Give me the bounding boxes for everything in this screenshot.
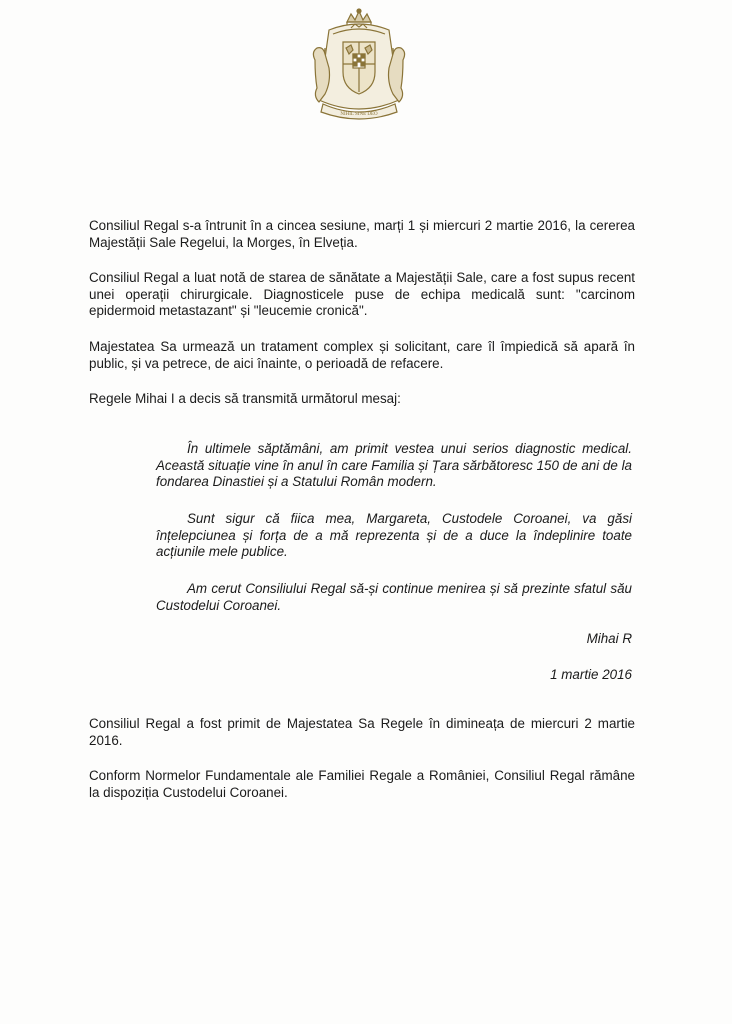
signature-date: 1 martie 2016 bbox=[550, 667, 632, 682]
paragraph-session: Consiliul Regal s-a întrunit în a cincea sesiune, marți 1 și miercuri 2 martie 2016, la cererea Majestății Sale Regelui, la Morges, în Elveția. bbox=[89, 218, 635, 250]
paragraph-received: Consiliul Regal a fost primit de Majestatea Sa Regele în dimineața de miercuri 2 martie 2016. bbox=[89, 716, 635, 748]
coat-of-arms-icon bbox=[303, 8, 415, 128]
message-paragraph-3: Am cerut Consiliului Regal să-și continue menirea și să prezinte sfatul său Custodelui Coroanei. bbox=[156, 581, 632, 613]
message-paragraph-2: Sunt sigur că fiica mea, Margareta, Custodele Coroanei, va găsi înțelepciunea și forța de a mă reprezenta și de a duce la îndeplinire toate acțiunile mele publice. bbox=[156, 511, 632, 560]
paragraph-message-intro: Regele Mihai I a decis să transmită următorul mesaj: bbox=[89, 391, 401, 406]
message-paragraph-1: În ultimele săptămâni, am primit vestea unui serios diagnostic medical. Această situație vine în anul în care Familia și Țara sărbătoresc 150 de ani de la fondarea Dinastiei și a Statului Român modern. bbox=[156, 441, 632, 490]
paragraph-treatment: Majestatea Sa urmează un tratament complex și solicitant, care îl împiedică să apară în public, și va petrece, de aici înainte, o perioadă de refacere. bbox=[89, 339, 635, 371]
motto-text: NIHIL SINE DEO bbox=[340, 112, 378, 117]
paragraph-health: Consiliul Regal a luat notă de starea de sănătate a Majestății Sale, care a fost supus recent unei operații chirurgicale. Diagnosticele puse de echipa medicală sunt: "carcinom epidermoid metastazant" și "leucemie cronică". bbox=[89, 270, 635, 319]
paragraph-conclusion: Conform Normelor Fundamentale ale Familiei Regale a României, Consiliul Regal rămâne la dispoziția Custodelui Coroanei. bbox=[89, 768, 635, 800]
signature: Mihai R bbox=[586, 631, 632, 646]
royal-crest-logo bbox=[303, 8, 415, 128]
